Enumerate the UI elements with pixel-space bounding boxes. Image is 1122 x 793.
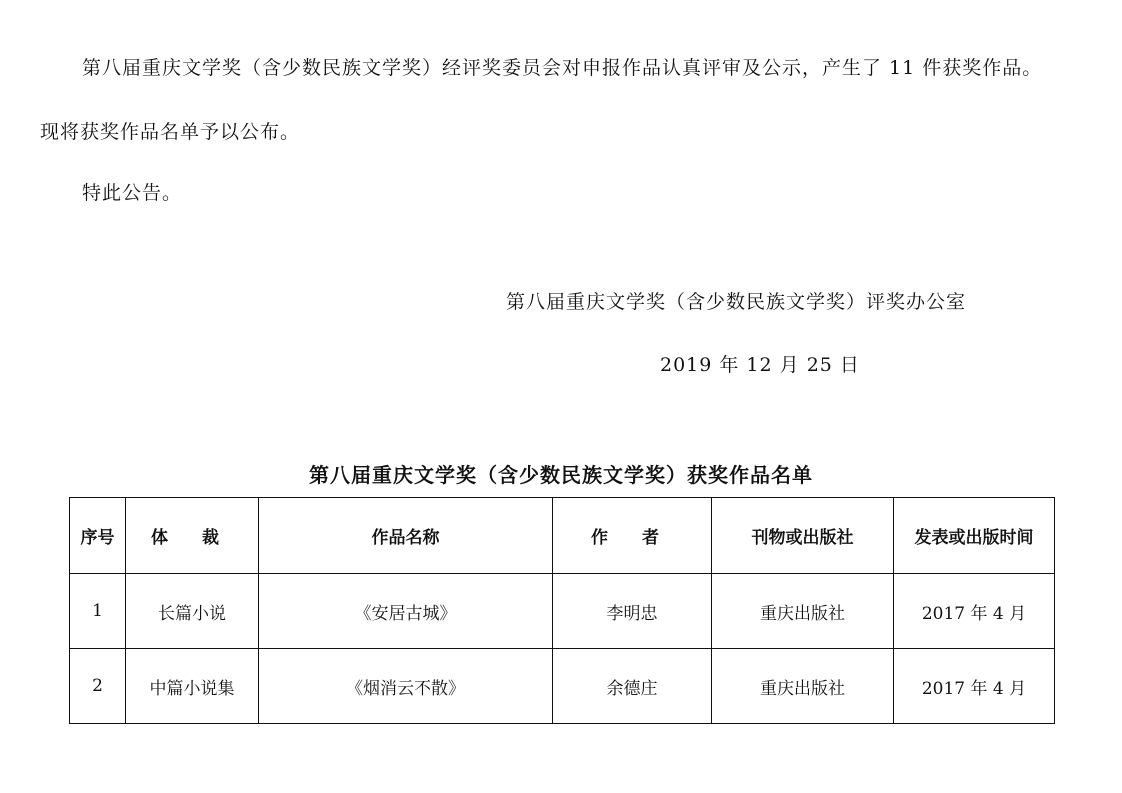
table-row bbox=[70, 574, 1055, 649]
cell-publisher: 重庆出版社 bbox=[712, 574, 894, 649]
issuer-signature: 第八届重庆文学奖（含少数民族文学奖）评奖办公室 bbox=[506, 291, 967, 313]
header-index: 序号 bbox=[70, 498, 126, 574]
issue-date: 2019 年 12 月 25 日 bbox=[660, 354, 860, 376]
announcement-closing: 特此公告。 bbox=[82, 182, 183, 204]
cell-author: 余德庄 bbox=[553, 649, 712, 724]
header-genre: 体 裁 bbox=[126, 498, 259, 574]
cell-genre: 中篇小说集 bbox=[126, 649, 259, 724]
cell-publisher: 重庆出版社 bbox=[712, 649, 894, 724]
cell-index: 2 bbox=[70, 649, 126, 724]
cell-author: 李明忠 bbox=[553, 574, 712, 649]
announcement-paragraph-line-2: 现将获奖作品名单予以公布。 bbox=[40, 121, 301, 143]
cell-index: 1 bbox=[70, 574, 126, 649]
cell-work-title: 《烟消云不散》 bbox=[259, 649, 553, 724]
table-row bbox=[70, 649, 1055, 724]
header-publisher: 刊物或出版社 bbox=[712, 498, 894, 574]
table-title: 第八届重庆文学奖（含少数民族文学奖）获奖作品名单 bbox=[309, 463, 813, 487]
cell-publish-date: 2017 年 4 月 bbox=[894, 574, 1055, 649]
header-author: 作 者 bbox=[553, 498, 712, 574]
header-publish-date: 发表或出版时间 bbox=[894, 498, 1055, 574]
cell-publish-date: 2017 年 4 月 bbox=[894, 649, 1055, 724]
announcement-paragraph-line-1: 第八届重庆文学奖（含少数民族文学奖）经评奖委员会对申报作品认真评审及公示，产生了 11 件获奖作品。 bbox=[82, 57, 1043, 79]
cell-work-title: 《安居古城》 bbox=[259, 574, 553, 649]
table-header-row bbox=[70, 498, 1055, 574]
header-work-title: 作品名称 bbox=[259, 498, 553, 574]
award-table bbox=[69, 497, 1055, 724]
cell-genre: 长篇小说 bbox=[126, 574, 259, 649]
